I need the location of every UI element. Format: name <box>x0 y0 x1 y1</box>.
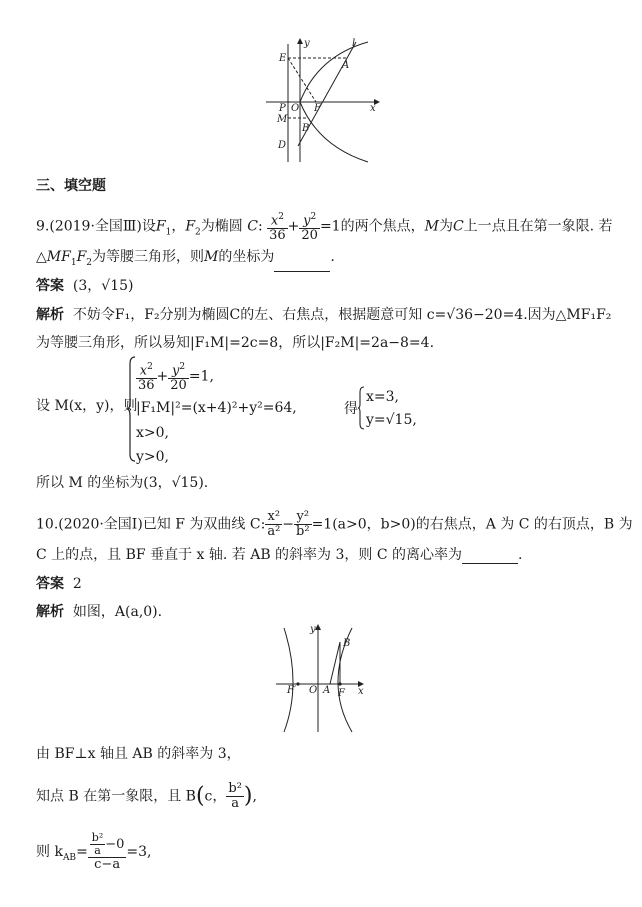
label-y: y <box>310 624 316 635</box>
q9-line2: $\triangle MF_1F_2$为等腰三角形，则M的坐标为 . <box>36 248 335 272</box>
q9-sys-row1: $\frac{x^2}{36}$ + $\frac{y^2}{20}$ =1, <box>138 362 214 394</box>
q9-sys-row4: y>0, <box>136 449 169 465</box>
answer-blank <box>274 257 330 272</box>
label-O: O <box>309 685 318 696</box>
label-M: M <box>277 114 288 125</box>
label-x: x <box>370 103 376 114</box>
label-P: P <box>279 103 286 114</box>
y-arrow <box>297 38 303 44</box>
label-B: B <box>302 123 310 134</box>
y-arrow <box>315 624 321 630</box>
label-l: l <box>352 38 356 49</box>
label-O: O <box>291 103 300 114</box>
figure-hyperbola <box>272 622 372 734</box>
hyperbola-left <box>284 628 293 732</box>
q10-line1: 10.(2020·全国Ⅰ)已知 F 为双曲线 C: $\frac{\text{x²}}{\text{a²}}$ − $\frac{\text{y²}}{\text{b²}}$ =1(a>0，b>0)的右焦点，A 为 C 的右顶点，B 为 <box>36 509 633 539</box>
label-E: E <box>279 53 287 64</box>
parabola-lower <box>300 102 368 162</box>
q10-jiexi: 解析 如图，A(a,0). <box>36 604 163 620</box>
q10-step3: 则 $k_{AB}=$ $\frac{\text{b²}}{a}$ −0 c−a =3, <box>36 831 152 872</box>
q9-jiexi-1: 解析 不妨令F₁，F₂分别为椭圆C的左、右焦点，根据题意可知 c=√36−20=4.因为△MF₁F₂ <box>36 307 612 323</box>
label-F: F <box>338 688 345 699</box>
label-B: B <box>343 638 351 649</box>
q10-line2: C 上的点，且 BF 垂直于 x 轴. 若 AB 的斜率为 3，则 C 的离心率为 . <box>36 547 523 563</box>
brace-right <box>357 386 365 430</box>
label-D: D <box>278 140 287 151</box>
section-title: 三、填空题 <box>36 178 106 194</box>
q9-sys-row3: x>0, <box>136 425 169 441</box>
q9-answer: 答案 (3，√15) <box>36 278 134 294</box>
q10-step1: 由 BF⊥x 轴且 AB 的斜率为 3， <box>36 746 241 762</box>
q9-line1: 9.(2019·全国Ⅲ)设$F_1$，$F_2$为椭圆 C: $\frac{x^2}{36}$ + $\frac{y^2}{20}$ =1的两个焦点，M为C上一点且在第一象限. 若 <box>36 212 613 244</box>
label-F: F <box>314 103 321 114</box>
label-A: A <box>342 60 350 71</box>
q9-get: 得 <box>344 401 358 417</box>
q9-conclusion: 所以 M 的坐标为(3，√15). <box>36 475 209 491</box>
q9-jiexi-2: 为等腰三角形，所以易知|F₁M|=2c=8，所以|F₂M|=2a−8=4. <box>36 335 435 351</box>
label-y: y <box>304 38 310 49</box>
label-A: A <box>323 685 331 696</box>
brace-left <box>126 356 136 462</box>
label-x: x <box>358 686 364 697</box>
q10-step2: 知点 B 在第一象限，且 B(c， $\frac{\text{b²}}{a}$ ), <box>36 781 257 811</box>
q9-sys-row2: |F₁M|²=(x+4)²+y²=64, <box>136 400 297 416</box>
label-F1: F′ <box>287 685 297 696</box>
answer-blank-10 <box>462 549 518 564</box>
q9-sol-row2: y=√15, <box>366 412 417 428</box>
q10-answer: 答案 2 <box>36 576 82 592</box>
point-F <box>338 682 341 685</box>
q9-sol-row1: x=3, <box>366 389 399 405</box>
point-F1 <box>296 682 299 685</box>
figure-ellipse-parabola <box>258 36 388 164</box>
q9-sys-prefix: 设 M(x，y)，则 <box>36 398 138 414</box>
